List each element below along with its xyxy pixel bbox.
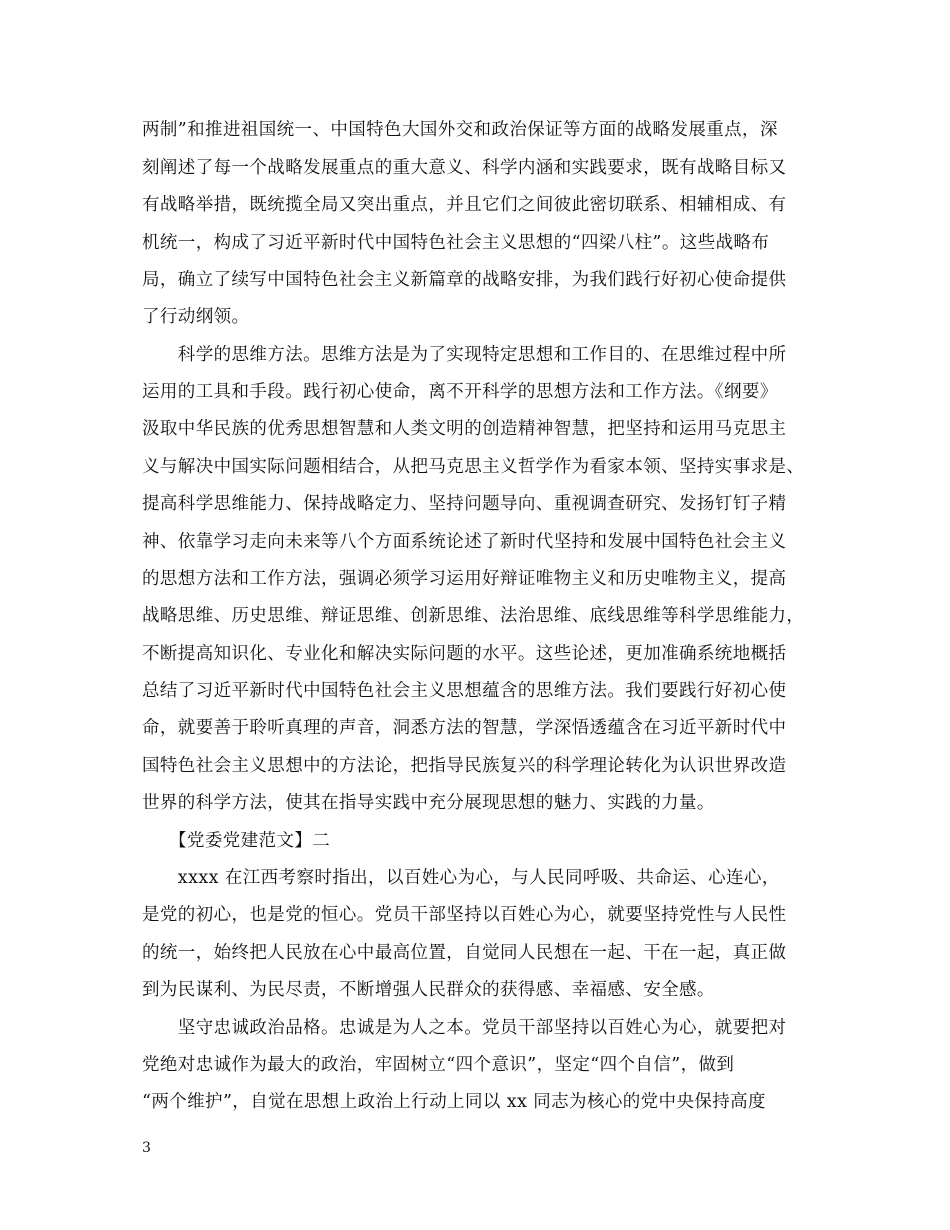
body-text-line: 的思想方法和工作方法，强调必须学习运用好辩证唯物主义和历史唯物主义，提高 [142,569,787,589]
body-text-line: 汲取中华民族的优秀思想智慧和人类文明的创造精神智慧，把坚持和运用马克思主 [142,419,787,439]
body-text-line: 国特色社会主义思想中的方法论，把指导民族复兴的科学理论转化为认识世界改造 [142,756,787,776]
body-text-line: 提高科学思维能力、保持战略定力、坚持问题导向、重视调查研究、发扬钉钉子精 [142,494,787,514]
body-text-line: “两个维护”，自觉在思想上政治上行动上同以 xx 同志为核心的党中央保持高度 [142,1092,766,1112]
body-text-line: 总结了习近平新时代中国特色社会主义思想蕴含的思维方法。我们要践行好初心使 [142,681,787,701]
page-number: 3 [142,1140,151,1156]
body-text-line: 坚守忠诚政治品格。忠诚是为人之本。党员干部坚持以百姓心为心，就要把对 [142,1018,787,1038]
body-text-line: 神、依靠学习走向未来等八个方面系统论述了新时代坚持和发展中国特色社会主义 [142,532,787,552]
body-text-line: xxxx 在江西考察时指出，以百姓心为心，与人民同呼吸、共命运、心连心， [142,868,780,888]
body-text-line: 义与解决中国实际问题相结合，从把马克思主义哲学作为看家本领、坚持实事求是、 [142,457,805,477]
body-text-line: 机统一，构成了习近平新时代中国特色社会主义思想的“四梁八柱”。这些战略布 [142,233,770,253]
body-text-line: 了行动纲领。 [142,307,250,327]
body-text-line: 到为民谋利、为民尽责，不断增强人民群众的获得感、幸福感、安全感。 [142,980,715,1000]
body-text-line: 运用的工具和手段。践行初心使命，离不开科学的思想方法和工作方法。《纲要》 [142,382,778,402]
body-text-line: 世界的科学方法，使其在指导实践中充分展现思想的魅力、实践的力量。 [142,793,715,813]
body-text-line: 党绝对忠诚作为最大的政治，牢固树立“四个意识”，坚定“四个自信”，做到 [142,1055,735,1075]
body-text-line: 有战略举措，既统揽全局又突出重点，并且它们之间彼此密切联系、相辅相成、有 [142,195,787,215]
body-text-line: 科学的思维方法。思维方法是为了实现特定思想和工作目的、在思维过程中所 [142,345,787,365]
body-text-line: 刻阐述了每一个战略发展重点的重大意义、科学内涵和实践要求，既有战略目标又 [142,158,787,178]
body-text-line: 两制”和推进祖国统一、中国特色大国外交和政治保证等方面的战略发展重点，深 [142,120,778,140]
body-text-line: 是党的初心，也是党的恒心。党员干部坚持以百姓心为心，就要坚持党性与人民性 [142,905,787,925]
body-text-line: 战略思维、历史思维、辩证思维、创新思维、法治思维、底线思维等科学思维能力， [142,606,805,626]
body-text-line: 局，确立了续写中国特色社会主义新篇章的战略安排，为我们践行好初心使命提供 [142,270,787,290]
body-text-line: 命，就要善于聆听真理的声音，洞悉方法的智慧，学深悟透蕴含在习近平新时代中 [142,718,787,738]
section-heading: 【党委党建范文】二 [142,831,331,851]
body-text-line: 的统一，始终把人民放在心中最高位置，自觉同人民想在一起、干在一起，真正做 [142,943,787,963]
body-text-line: 不断提高知识化、专业化和解决实际问题的水平。这些论述，更加准确系统地概括 [142,644,787,664]
